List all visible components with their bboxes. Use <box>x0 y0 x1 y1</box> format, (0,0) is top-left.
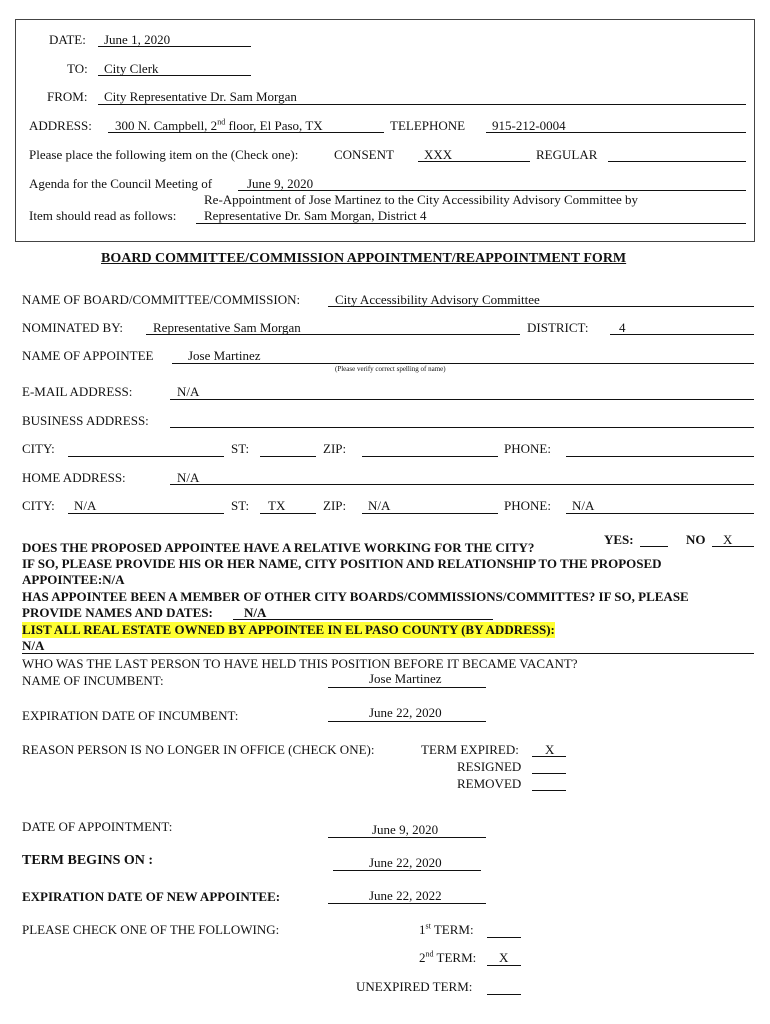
term-begins-line <box>333 870 481 871</box>
district-value[interactable]: 4 <box>619 320 626 335</box>
phone-line <box>566 456 754 457</box>
date-line <box>98 46 251 47</box>
relative-question-3: APPOINTEE:N/A <box>22 572 125 587</box>
from-value[interactable]: City Representative Dr. Sam Morgan <box>104 89 297 104</box>
st-label: ST: <box>231 441 250 456</box>
zip-line <box>362 456 498 457</box>
term-expired-line <box>532 756 566 757</box>
address-label: ADDRESS: <box>29 118 92 133</box>
no-value[interactable]: X <box>723 532 733 547</box>
consent-label: CONSENT <box>334 147 394 162</box>
district-line <box>610 334 754 335</box>
yes-line <box>640 546 668 547</box>
reason-label: REASON PERSON IS NO LONGER IN OFFICE (CHECK ONE): <box>22 742 375 757</box>
city-label: CITY: <box>22 498 55 513</box>
home-label: HOME ADDRESS: <box>22 470 126 485</box>
first-term-label: 1st TERM: <box>419 921 474 937</box>
phone-label: PHONE: <box>504 498 551 513</box>
second-term-label: 2nd TERM: <box>419 949 477 965</box>
relative-question: DOES THE PROPOSED APPOINTEE HAVE A RELATIVE WORKING FOR THE CITY? <box>22 540 535 555</box>
removed-line <box>532 790 566 791</box>
realestate-value[interactable]: N/A <box>22 638 45 653</box>
nominated-line <box>146 334 520 335</box>
resigned-label: RESIGNED <box>457 759 522 774</box>
district-label: DISTRICT: <box>527 320 589 335</box>
unexpired-term-line <box>487 994 521 995</box>
consent-value[interactable]: XXX <box>424 147 453 162</box>
relative-question-2: IF SO, PLEASE PROVIDE HIS OR HER NAME, CITY POSITION AND RELATIONSHIP TO THE PROPOSED <box>22 556 662 571</box>
check-one-label: PLEASE CHECK ONE OF THE FOLLOWING: <box>22 922 280 937</box>
no-line <box>712 546 754 547</box>
form-title: BOARD COMMITTEE/COMMISSION APPOINTMENT/REAPPOINTMENT FORM <box>101 251 627 266</box>
removed-label: REMOVED <box>457 776 522 791</box>
business-line <box>170 427 754 428</box>
date-appt-line <box>328 837 486 838</box>
zip-value[interactable]: N/A <box>368 498 391 513</box>
verify-note: (Please verify correct spelling of name) <box>335 365 446 373</box>
realestate-line <box>22 653 754 654</box>
st-line <box>260 513 316 514</box>
member-line <box>233 619 493 620</box>
telephone-value[interactable]: 915-212-0004 <box>492 118 566 133</box>
appointee-label: NAME OF APPOINTEE <box>22 348 154 363</box>
incumbent-line <box>328 687 486 688</box>
phone-line <box>566 513 754 514</box>
from-label: FROM: <box>47 89 88 104</box>
from-line <box>98 104 746 105</box>
agenda-value[interactable]: June 9, 2020 <box>247 176 314 191</box>
item-line-2[interactable]: Representative Dr. Sam Morgan, District 4 <box>204 208 427 223</box>
second-term-value[interactable]: X <box>499 950 509 965</box>
address-value[interactable]: 300 N. Campbell, 2nd floor, El Paso, TX <box>115 117 323 133</box>
member-question-2: PROVIDE NAMES AND DATES: <box>22 605 213 620</box>
place-text: Please place the following item on the (Check one): <box>29 147 299 162</box>
zip-label: ZIP: <box>323 498 347 513</box>
date-label: DATE: <box>49 32 86 47</box>
to-line <box>98 75 251 76</box>
unexpired-term-label: UNEXPIRED TERM: <box>356 979 473 994</box>
city-line <box>68 456 224 457</box>
address-line <box>108 132 384 133</box>
to-value[interactable]: City Clerk <box>104 61 159 76</box>
first-term-line <box>487 937 521 938</box>
term-begins-value[interactable]: June 22, 2020 <box>369 855 442 870</box>
city-line <box>68 513 224 514</box>
exp-incumbent-label: EXPIRATION DATE OF INCUMBENT: <box>22 708 239 723</box>
telephone-label: TELEPHONE <box>390 118 466 133</box>
email-label: E-MAIL ADDRESS: <box>22 384 133 399</box>
second-term-line <box>487 965 521 966</box>
agenda-label: Agenda for the Council Meeting of <box>29 176 213 191</box>
date-appt-value[interactable]: June 9, 2020 <box>372 822 439 837</box>
date-appt-label: DATE OF APPOINTMENT: <box>22 819 173 834</box>
exp-new-label: EXPIRATION DATE OF NEW APPOINTEE: <box>22 889 281 904</box>
board-label: NAME OF BOARD/COMMITTEE/COMMISSION: <box>22 292 301 307</box>
nominated-value[interactable]: Representative Sam Morgan <box>153 320 301 335</box>
realestate-question: LIST ALL REAL ESTATE OWNED BY APPOINTEE IN EL PASO COUNTY (BY ADDRESS): <box>22 622 555 637</box>
date-value[interactable]: June 1, 2020 <box>104 32 171 47</box>
incumbent-value[interactable]: Jose Martinez <box>369 671 442 686</box>
st-value[interactable]: TX <box>268 498 286 513</box>
home-value[interactable]: N/A <box>177 470 200 485</box>
zip-line <box>362 513 498 514</box>
board-line <box>328 306 754 307</box>
city-label: CITY: <box>22 441 55 456</box>
exp-incumbent-value[interactable]: June 22, 2020 <box>369 705 442 720</box>
board-value[interactable]: City Accessibility Advisory Committee <box>335 292 540 307</box>
email-line <box>170 399 754 400</box>
no-label: NO <box>686 532 706 547</box>
member-question: HAS APPOINTEE BEEN A MEMBER OF OTHER CITY BOARDS/COMMISSIONS/COMMITTES? IF SO, PLEASE <box>22 589 689 604</box>
regular-label: REGULAR <box>536 147 598 162</box>
email-value[interactable]: N/A <box>177 384 200 399</box>
agenda-line <box>238 190 746 191</box>
term-expired-label: TERM EXPIRED: <box>421 742 519 757</box>
phone-label: PHONE: <box>504 441 551 456</box>
nominated-label: NOMINATED BY: <box>22 320 123 335</box>
term-expired-value[interactable]: X <box>545 742 555 757</box>
resigned-line <box>532 773 566 774</box>
appointee-value[interactable]: Jose Martinez <box>188 348 261 363</box>
appointee-line <box>172 363 754 364</box>
item-line-1[interactable]: Re-Appointment of Jose Martinez to the City Accessibility Advisory Committee by <box>204 192 639 207</box>
phone-value[interactable]: N/A <box>572 498 595 513</box>
regular-line <box>608 161 746 162</box>
yes-label: YES: <box>604 532 634 547</box>
term-begins-label: TERM BEGINS ON : <box>22 853 154 868</box>
st-line <box>260 456 316 457</box>
member-value[interactable]: N/A <box>244 605 267 620</box>
home-line <box>170 484 754 485</box>
city-value[interactable]: N/A <box>74 498 97 513</box>
incumbent-label: NAME OF INCUMBENT: <box>22 673 164 688</box>
exp-new-line <box>328 903 486 904</box>
st-label: ST: <box>231 498 250 513</box>
to-label: TO: <box>67 61 88 76</box>
item-label: Item should read as follows: <box>29 208 177 223</box>
zip-label: ZIP: <box>323 441 347 456</box>
last-person-question: WHO WAS THE LAST PERSON TO HAVE HELD THIS POSITION BEFORE IT BECAME VACANT? <box>22 656 578 671</box>
telephone-line <box>486 132 746 133</box>
exp-incumbent-line <box>328 721 486 722</box>
consent-line <box>418 161 530 162</box>
item-line <box>196 223 746 224</box>
exp-new-value[interactable]: June 22, 2022 <box>369 888 442 903</box>
business-label: BUSINESS ADDRESS: <box>22 413 149 428</box>
